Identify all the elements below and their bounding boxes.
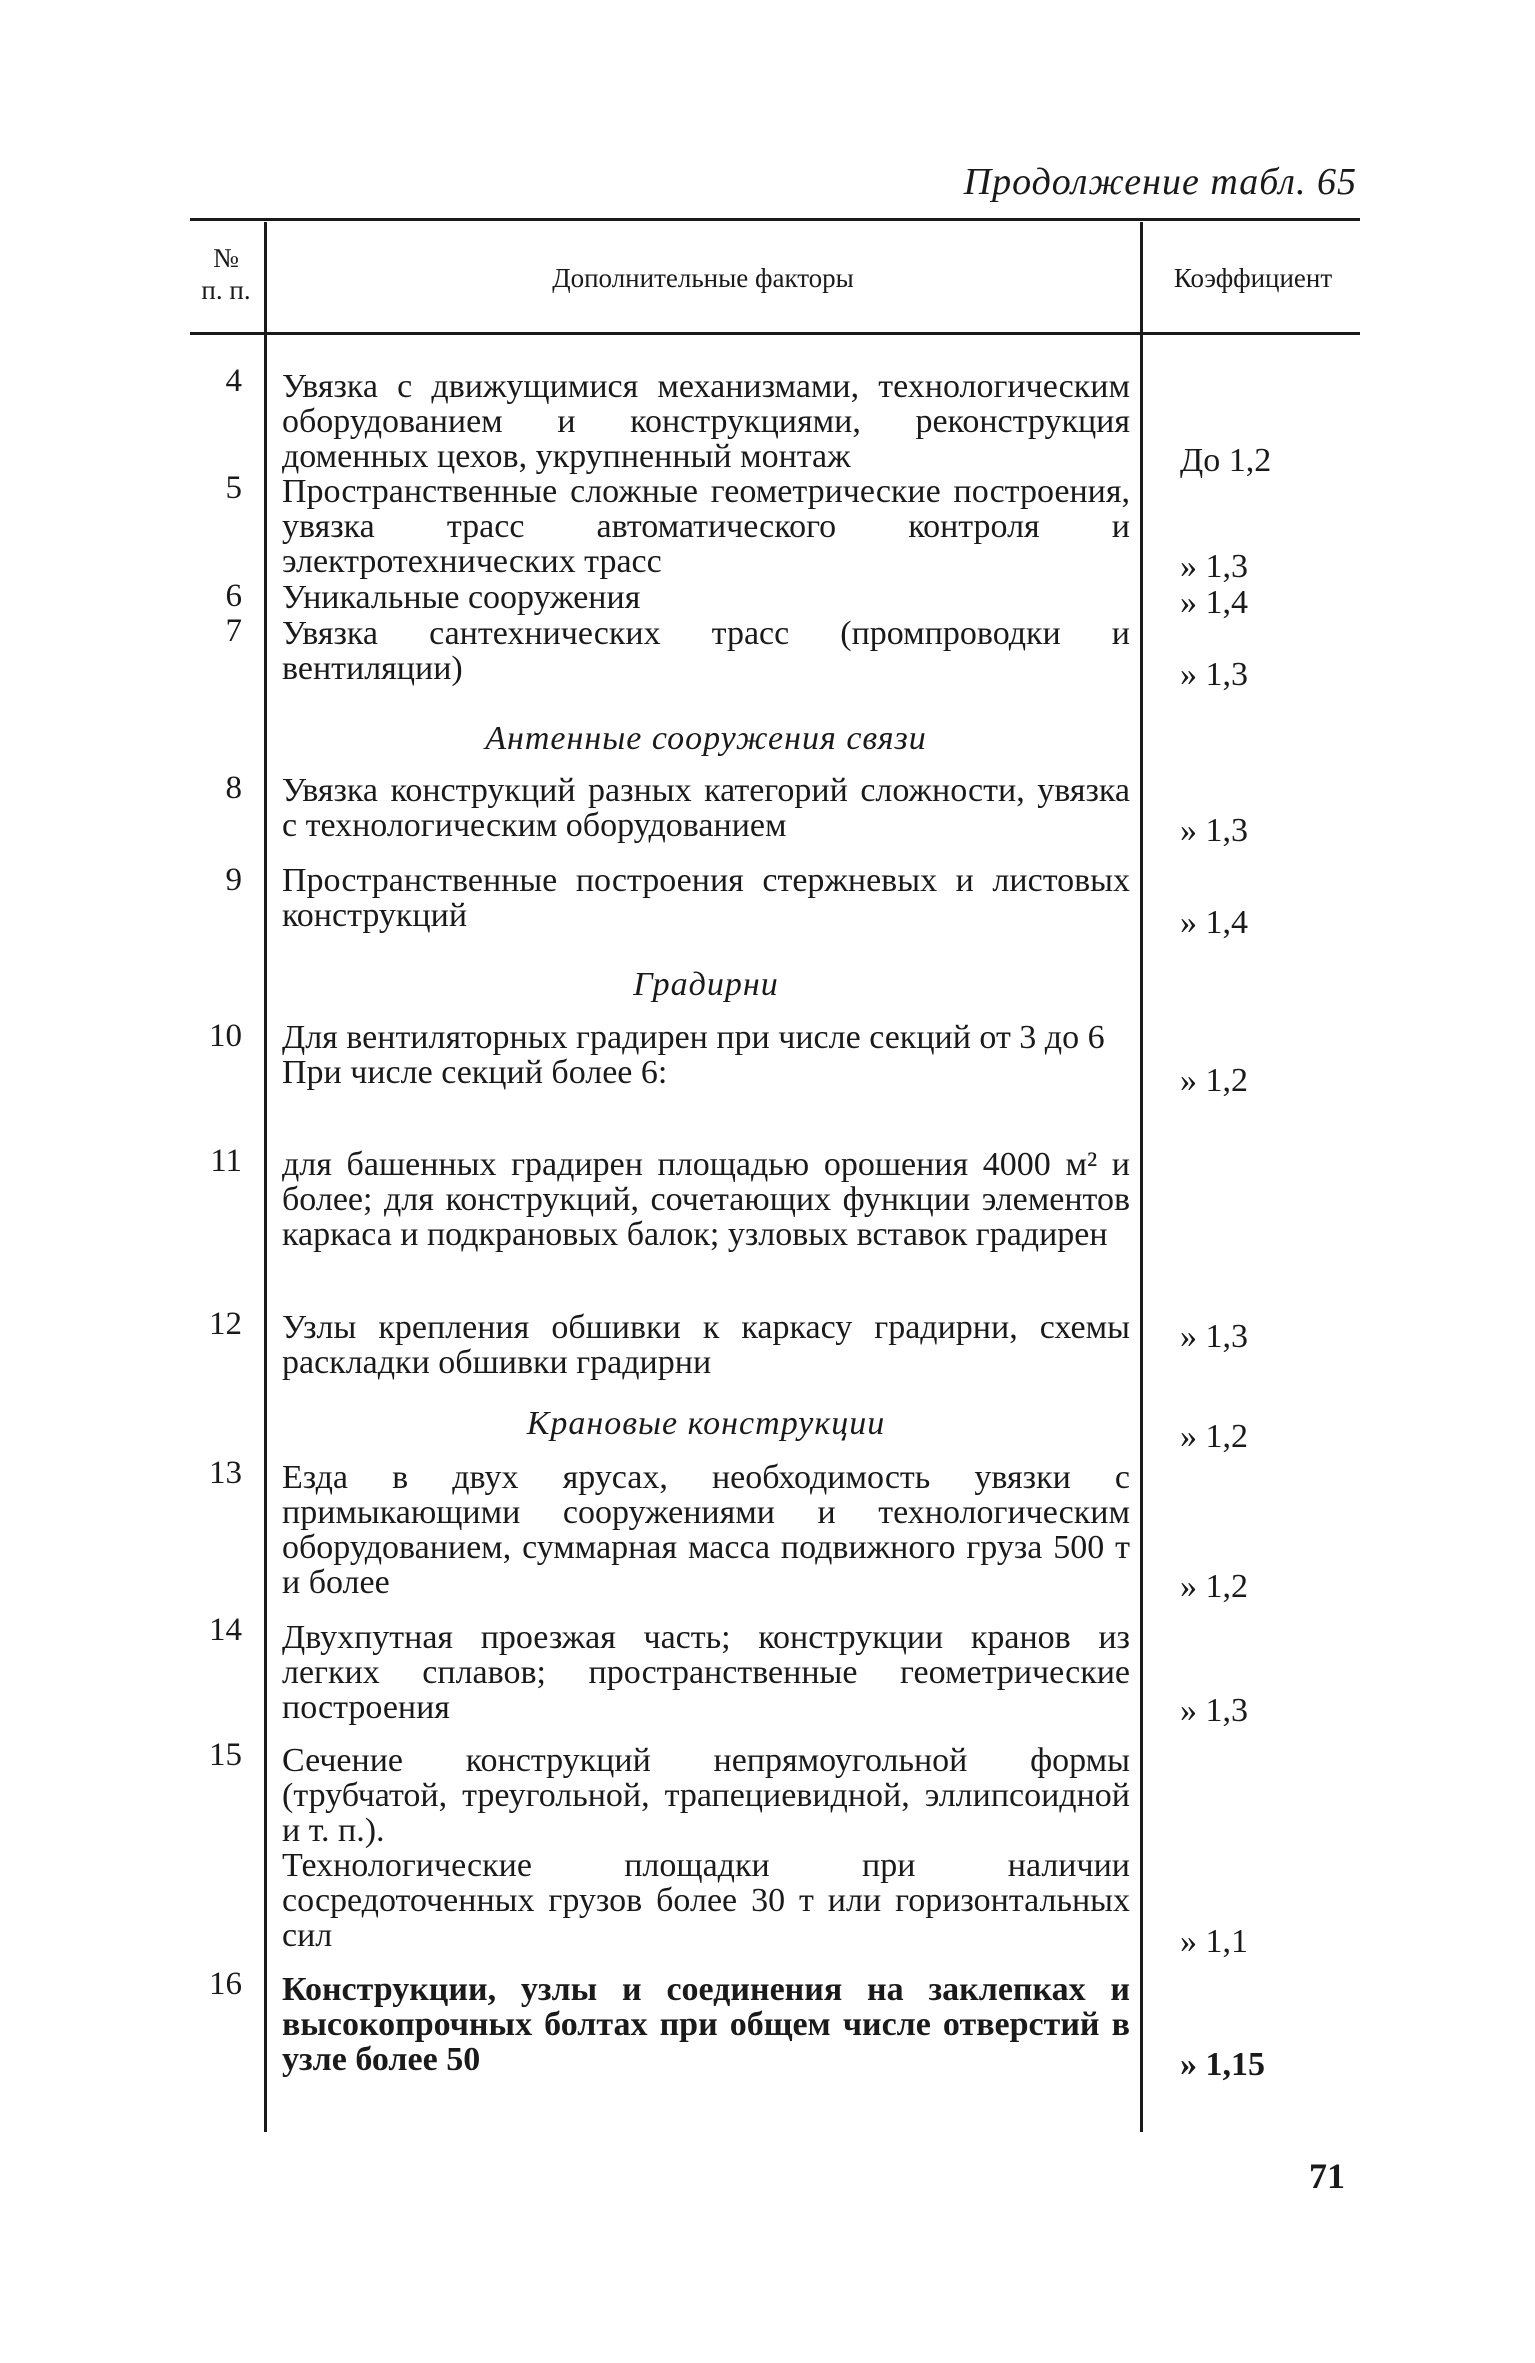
row-num: 16 bbox=[209, 1966, 242, 2002]
coefficient-value: » 1,2 bbox=[1180, 1418, 1248, 1455]
column-divider-left bbox=[264, 222, 267, 2132]
coefficient-value: » 1,1 bbox=[1180, 1923, 1248, 1960]
row-num: 12 bbox=[209, 1306, 242, 1342]
row-num: 7 bbox=[225, 613, 242, 649]
row-text: Увязка конструкций разных категорий сложности, увязка с технологическим оборудованием bbox=[282, 772, 1130, 844]
row-text: Конструкции, узлы и соединения на заклепках и высокопрочных болтах при общем числе отверстий в узле более 50 bbox=[282, 1971, 1130, 2078]
section-heading: Крановые конструкции bbox=[526, 1405, 886, 1442]
row-num: 14 bbox=[209, 1612, 242, 1648]
header-num: № п. п. bbox=[201, 243, 251, 305]
row-num: 11 bbox=[210, 1143, 242, 1179]
coefficient-value: » 1,3 bbox=[1180, 1318, 1248, 1355]
column-divider-right bbox=[1140, 222, 1143, 2132]
row-text: Узлы крепления обшивки к каркасу градирни, схемы раскладки обшивки градирни bbox=[282, 1309, 1130, 1381]
row-text: Для вентиляторных градирен при числе секций от 3 до 6 При числе секций более 6: bbox=[282, 1019, 1105, 1091]
row-num: 9 bbox=[225, 862, 242, 898]
header-factors: Дополнительные факторы bbox=[552, 263, 854, 293]
row-num: 15 bbox=[209, 1737, 242, 1773]
row-num: 4 bbox=[225, 363, 242, 399]
coefficient-value: » 1,3 bbox=[1180, 1692, 1248, 1729]
coefficient-value: » 1,2 bbox=[1180, 1062, 1248, 1099]
row-text: Увязка сантехнических трасс (промпроводки и вентиляции) bbox=[282, 615, 1130, 687]
header-bottom-rule bbox=[190, 332, 1360, 335]
row-num: 10 bbox=[209, 1018, 242, 1054]
coefficient-value: » 1,3 bbox=[1180, 548, 1248, 585]
row-text: Уникальные сооружения bbox=[282, 579, 641, 616]
row-text: Езда в двух ярусах, необходимость увязки с примыкающими сооружениями и технологическим оборудованием, суммарная масса подвижного груза 500 т и более bbox=[282, 1459, 1130, 1601]
row-text: Сечение конструкций непрямоугольной формы (трубчатой, треугольной, трапециевидной, эллипсоидной и т. п.). Технологические площадки при наличии сосредоточенных грузов более 30 т или горизонтальных сил bbox=[282, 1742, 1130, 1954]
coefficient-value: » 1,15 bbox=[1180, 2046, 1265, 2083]
coefficient-value: До 1,2 bbox=[1180, 442, 1272, 479]
row-text: Двухпутная проезжая часть; конструкции кранов из легких сплавов; пространственные геометрические построения bbox=[282, 1619, 1130, 1726]
row-text: для башенных градирен площадью орошения 4000 м² и более; для конструкций, сочетающих функции элементов каркаса и подкрановых балок; узловых вставок градирен bbox=[282, 1146, 1130, 1253]
coefficient-value: » 1,2 bbox=[1180, 1568, 1248, 1605]
row-num: 6 bbox=[225, 578, 242, 614]
row-text: Пространственные построения стержневых и листовых конструкций bbox=[282, 862, 1130, 934]
row-text: Пространственные сложные геометрические построения, увязка трасс автоматического контроля и электротехнических трасс bbox=[282, 473, 1130, 580]
table-top-rule bbox=[190, 218, 1360, 221]
row-num: 8 bbox=[225, 770, 242, 806]
coefficient-value: » 1,3 bbox=[1180, 656, 1248, 693]
coefficient-value: » 1,4 bbox=[1180, 904, 1248, 941]
coefficient-value: » 1,4 bbox=[1180, 584, 1248, 621]
section-heading: Антенные сооружения связи bbox=[485, 720, 927, 757]
row-num: 5 bbox=[225, 470, 242, 506]
row-text: Увязка с движущимися механизмами, технологическим оборудованием и конструкциями, реконструкция доменных цехов, укрупненный монтаж bbox=[282, 368, 1130, 475]
table-continuation-title: Продолжение табл. 65 bbox=[963, 161, 1357, 203]
section-heading: Градирни bbox=[633, 966, 779, 1003]
page-number: 71 bbox=[1309, 2156, 1345, 2196]
header-coefficient: Коэффициент bbox=[1173, 263, 1333, 293]
coefficient-value: » 1,3 bbox=[1180, 812, 1248, 849]
row-num: 13 bbox=[209, 1455, 242, 1491]
